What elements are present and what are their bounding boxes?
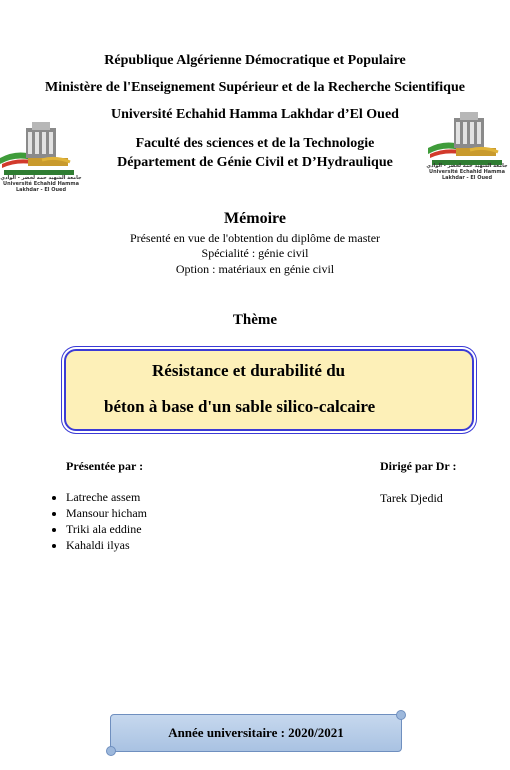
logo-right-latin: Université Echahid Hamma Lakhdar - El Oued xyxy=(429,169,505,181)
supervisor-label: Dirigé par Dr : xyxy=(380,459,457,473)
list-item: • Kahaldi ilyas xyxy=(66,537,147,553)
memoire-speciality: Spécialité : génie civil xyxy=(201,246,309,260)
header-republic: République Algérienne Démocratique et Populaire xyxy=(104,53,406,68)
supervisor-name: Tarek Djedid xyxy=(380,491,443,505)
academic-year-banner xyxy=(110,714,402,752)
list-item: • Triki ala eddine xyxy=(66,521,147,537)
logo-right-caption xyxy=(424,163,510,181)
header-ministry: Ministère de l'Enseignement Supérieur et de la Recherche Scientifique xyxy=(45,80,465,95)
header-faculty: Faculté des sciences et de la Technologie xyxy=(135,136,375,151)
logo-left-arabic: جامعة الشهيد حمه لخضر - الوادي xyxy=(0,175,82,181)
list-item: • Latreche assem xyxy=(66,489,147,505)
memoire-option: Option : matériaux en génie civil xyxy=(175,262,335,276)
logo-right-arabic: جامعة الشهيد حمه لخضر - الوادي xyxy=(426,163,508,169)
header-department: Département de Génie Civil et D’Hydraulique xyxy=(117,155,393,170)
theme-box xyxy=(64,349,474,431)
theme-title-line2: béton à base d'un sable silico-calcaire xyxy=(104,397,376,416)
students-list xyxy=(36,489,147,553)
presented-by-label: Présentée par : xyxy=(66,459,144,473)
logo-left-caption xyxy=(0,175,82,193)
memoire-title: Mémoire xyxy=(224,210,286,227)
logo-left-latin: Université Echahid Hamma Lakhdar - El Oued xyxy=(3,181,79,193)
theme-label: Thème xyxy=(232,312,278,328)
theme-title-line1: Résistance et durabilité du xyxy=(152,361,346,380)
header-university: Université Echahid Hamma Lakhdar d’El Oued xyxy=(111,107,399,122)
list-item: • Mansour hicham xyxy=(66,505,147,521)
academic-year-text: Année universitaire : 2020/2021 xyxy=(168,725,344,740)
memoire-purpose: Présenté en vue de l'obtention du diplôme de master xyxy=(129,231,381,245)
